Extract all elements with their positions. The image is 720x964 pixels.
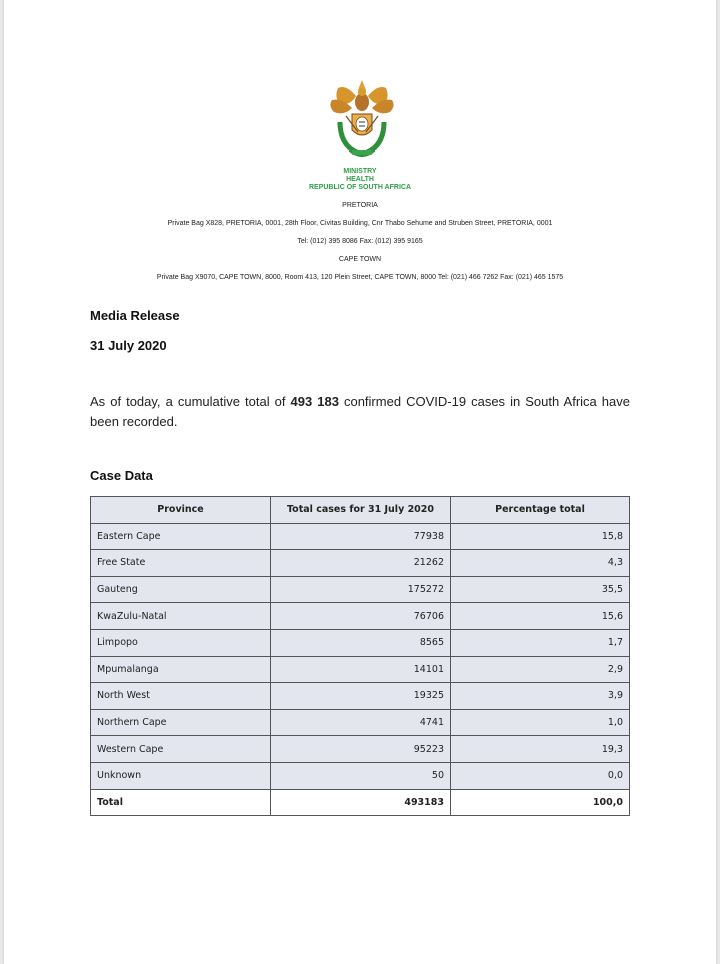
province-cell: KwaZulu-Natal — [91, 603, 271, 630]
cases-cell: 77938 — [271, 523, 451, 550]
table-row — [91, 656, 630, 683]
province-cell: Unknown — [91, 762, 271, 789]
case-data-table — [90, 496, 630, 816]
pct-cell: 35,5 — [451, 576, 630, 603]
province-cell: Limpopo — [91, 629, 271, 656]
city-pretoria: PRETORIA — [342, 202, 378, 209]
document-page — [4, 0, 716, 964]
cases-cell: 14101 — [271, 656, 451, 683]
header-province: Province — [91, 497, 271, 524]
table-row — [91, 683, 630, 710]
cases-cell: 21262 — [271, 550, 451, 577]
province-cell: Mpumalanga — [91, 656, 271, 683]
table-total-row — [91, 789, 630, 816]
province-cell: North West — [91, 683, 271, 710]
pct-cell: 19,3 — [451, 736, 630, 763]
table-header-row — [91, 497, 630, 524]
header-total-cases: Total cases for 31 July 2020 — [271, 497, 451, 524]
case-data-title: Case Data — [90, 468, 153, 483]
coat-of-arms-icon — [326, 76, 398, 166]
ministry-line-1: MINISTRY — [343, 168, 377, 175]
province-cell: Free State — [91, 550, 271, 577]
media-release-label: Media Release — [90, 308, 180, 323]
province-cell: Gauteng — [91, 576, 271, 603]
table-row — [91, 603, 630, 630]
city-cape-town: CAPE TOWN — [338, 256, 382, 263]
phone-pretoria: Tel: (012) 395 8086 Fax: (012) 395 9165 — [297, 238, 423, 245]
cases-cell: 50 — [271, 762, 451, 789]
province-cell: Eastern Cape — [91, 523, 271, 550]
table-row — [91, 550, 630, 577]
header-percentage: Percentage total — [451, 497, 630, 524]
table-row — [91, 576, 630, 603]
address-pretoria: Private Bag X828, PRETORIA, 0001, 28th Floor, Civitas Building, Cnr Thabo Sehume and Struben Street, PRETORIA, 0001 — [167, 220, 553, 227]
pct-cell: 15,8 — [451, 523, 630, 550]
province-cell: Western Cape — [91, 736, 271, 763]
table-row — [91, 709, 630, 736]
pct-cell: 15,6 — [451, 603, 630, 630]
summary-paragraph — [90, 392, 630, 432]
pct-cell: 1,0 — [451, 709, 630, 736]
cases-cell: 19325 — [271, 683, 451, 710]
pct-cell: 2,9 — [451, 656, 630, 683]
pct-cell: 4,3 — [451, 550, 630, 577]
table-row — [91, 629, 630, 656]
cases-cell: 4741 — [271, 709, 451, 736]
cases-cell: 8565 — [271, 629, 451, 656]
pct-cell: 0,0 — [451, 762, 630, 789]
ministry-line-2: HEALTH — [346, 176, 374, 183]
summary-pre: As of today, a cumulative total of — [90, 394, 291, 409]
summary-post: confirmed COVID-19 cases in South Africa have been recorded. — [90, 394, 630, 429]
pct-cell: 3,9 — [451, 683, 630, 710]
cases-cell: 76706 — [271, 603, 451, 630]
total-pct-cell: 100,0 — [451, 789, 630, 816]
pct-cell: 1,7 — [451, 629, 630, 656]
cases-cell: 95223 — [271, 736, 451, 763]
release-date: 31 July 2020 — [90, 338, 167, 353]
address-cape-town: Private Bag X9070, CAPE TOWN, 8000, Room 413, 120 Plein Street, CAPE TOWN, 8000 Tel: (021) 466 7262 Fax: (021) 465 1575 — [156, 274, 564, 281]
table-row — [91, 523, 630, 550]
summary-total: 493 183 — [290, 394, 339, 409]
table-row — [91, 736, 630, 763]
cases-cell: 175272 — [271, 576, 451, 603]
table-row — [91, 762, 630, 789]
ministry-line-3: REPUBLIC OF SOUTH AFRICA — [308, 184, 412, 191]
total-cases-cell: 493183 — [271, 789, 451, 816]
province-cell: Northern Cape — [91, 709, 271, 736]
total-label-cell: Total — [91, 789, 271, 816]
